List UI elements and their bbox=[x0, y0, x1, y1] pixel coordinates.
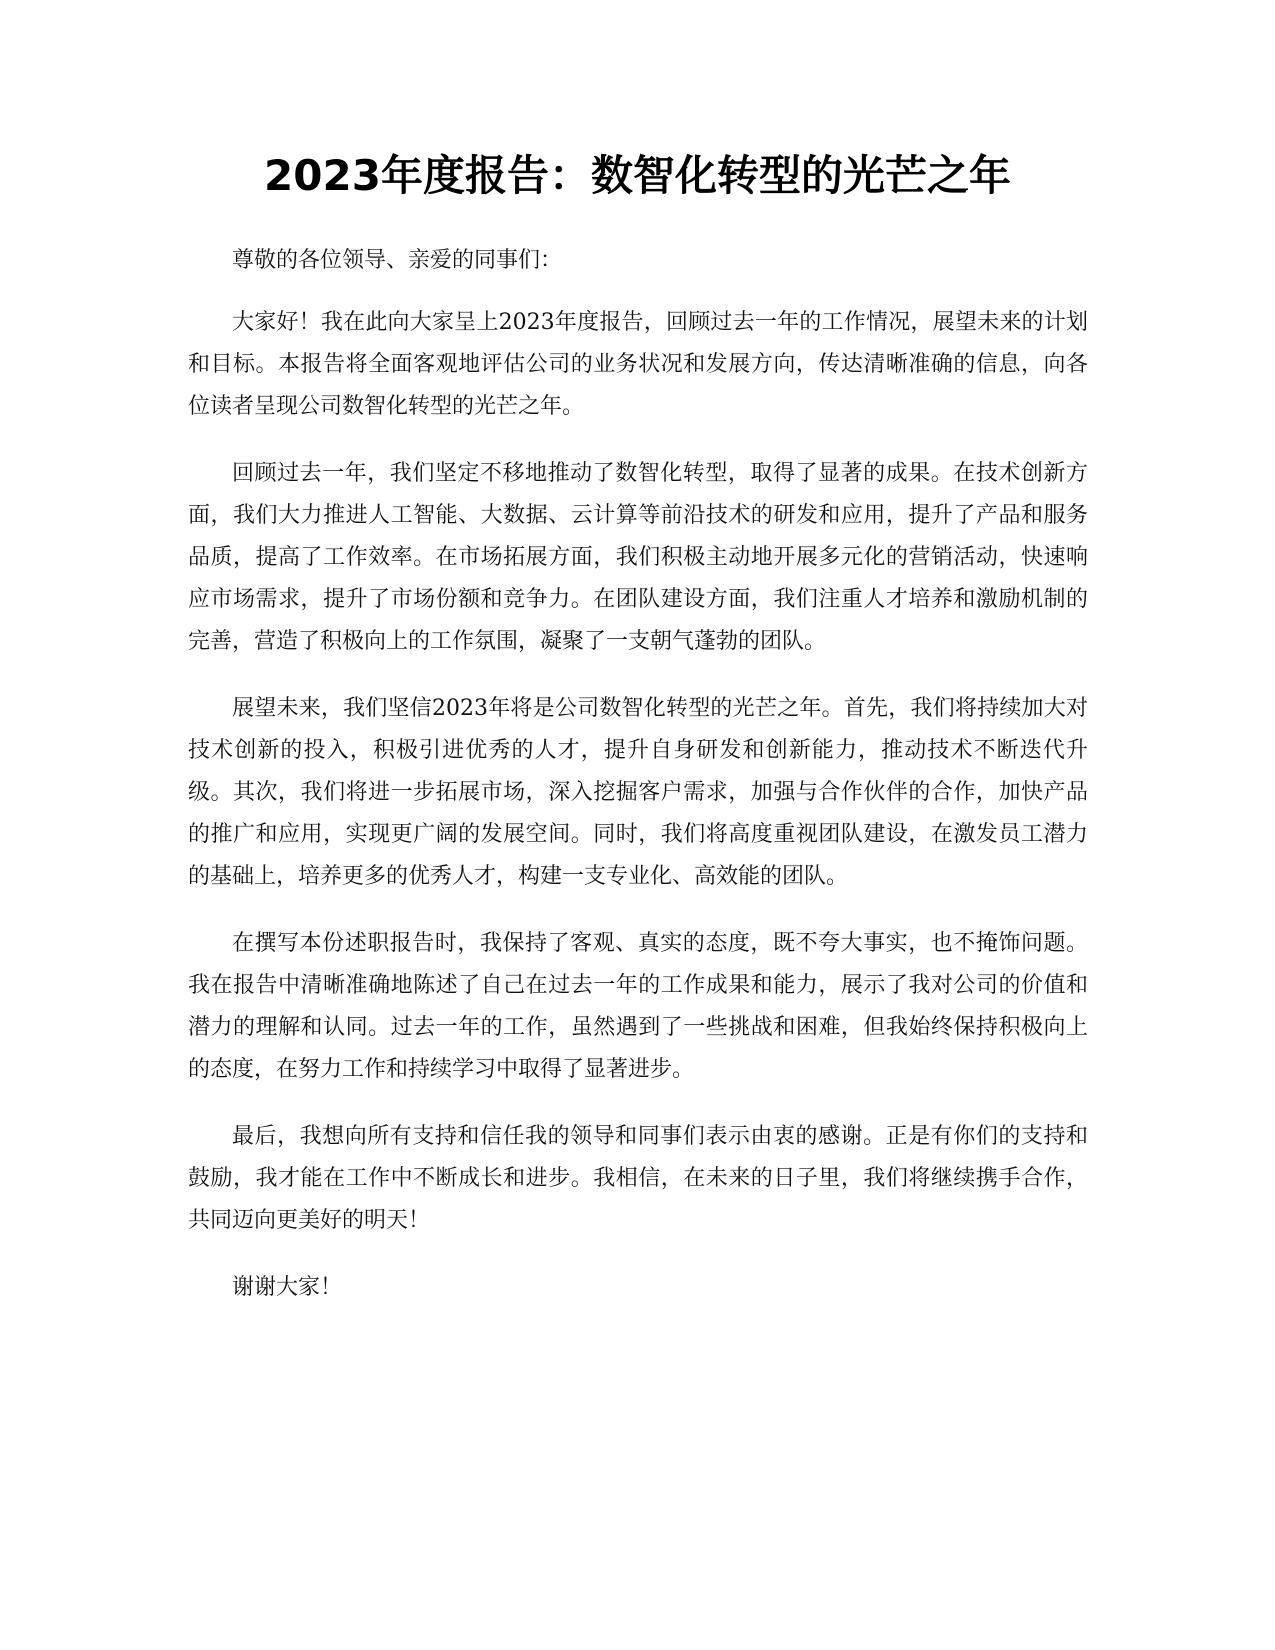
paragraph-closing: 谢谢大家！ bbox=[232, 1275, 343, 1300]
document-title: 2023年度报告：数智化转型的光芒之年 bbox=[264, 151, 1011, 200]
paragraph-reflection: 在撰写本份述职报告时，我保持了客观、真实的态度，既不夸大事实，也不掩饰问题。我在报告中清晰准确地陈述了自己在过去一年的工作成果和能力，展示了我对公司的价值和潜力的理解和认同。过去一年的工作，虽然遇到了一些挑战和困难，但我始终保持积极向上的态度，在努力工作和持续学习中取得了显著进步。 bbox=[188, 931, 1088, 1082]
document-body bbox=[188, 240, 1088, 1334]
paragraph-greeting: 尊敬的各位领导、亲爱的同事们： bbox=[232, 248, 563, 273]
paragraph-outlook: 展望未来，我们坚信2023年将是公司数智化转型的光芒之年。首先，我们将持续加大对技术创新的投入，积极引进优秀的人才，提升自身研发和创新能力，推动技术不断迭代升级。其次，我们将进一步拓展市场，深入挖掘客户需求，加强与合作伙伴的合作，加快产品的推广和应用，实现更广阔的发展空间。同时，我们将高度重视团队建设，在激发员工潜力的基础上，培养更多的优秀人才，构建一支专业化、高效能的团队。 bbox=[188, 696, 1088, 889]
paragraph-thanks: 最后，我想向所有支持和信任我的领导和同事们表示由衷的感谢。正是有你们的支持和鼓励，我才能在工作中不断成长和进步。我相信，在未来的日子里，我们将继续携手合作，共同迈向更美好的明天！ bbox=[188, 1124, 1088, 1233]
paragraph-intro: 大家好！我在此向大家呈上2023年度报告，回顾过去一年的工作情况，展望未来的计划和目标。本报告将全面客观地评估公司的业务状况和发展方向，传达清晰准确的信息，向各位读者呈现公司数智化转型的光芒之年。 bbox=[188, 310, 1088, 419]
paragraph-review: 回顾过去一年，我们坚定不移地推动了数智化转型，取得了显著的成果。在技术创新方面，我们大力推进人工智能、大数据、云计算等前沿技术的研发和应用，提升了产品和服务品质，提高了工作效率。在市场拓展方面，我们积极主动地开展多元化的营销活动，快速响应市场需求，提升了市场份额和竞争力。在团队建设方面，我们注重人才培养和激励机制的完善，营造了积极向上的工作氛围，凝聚了一支朝气蓬勃的团队。 bbox=[188, 461, 1088, 654]
